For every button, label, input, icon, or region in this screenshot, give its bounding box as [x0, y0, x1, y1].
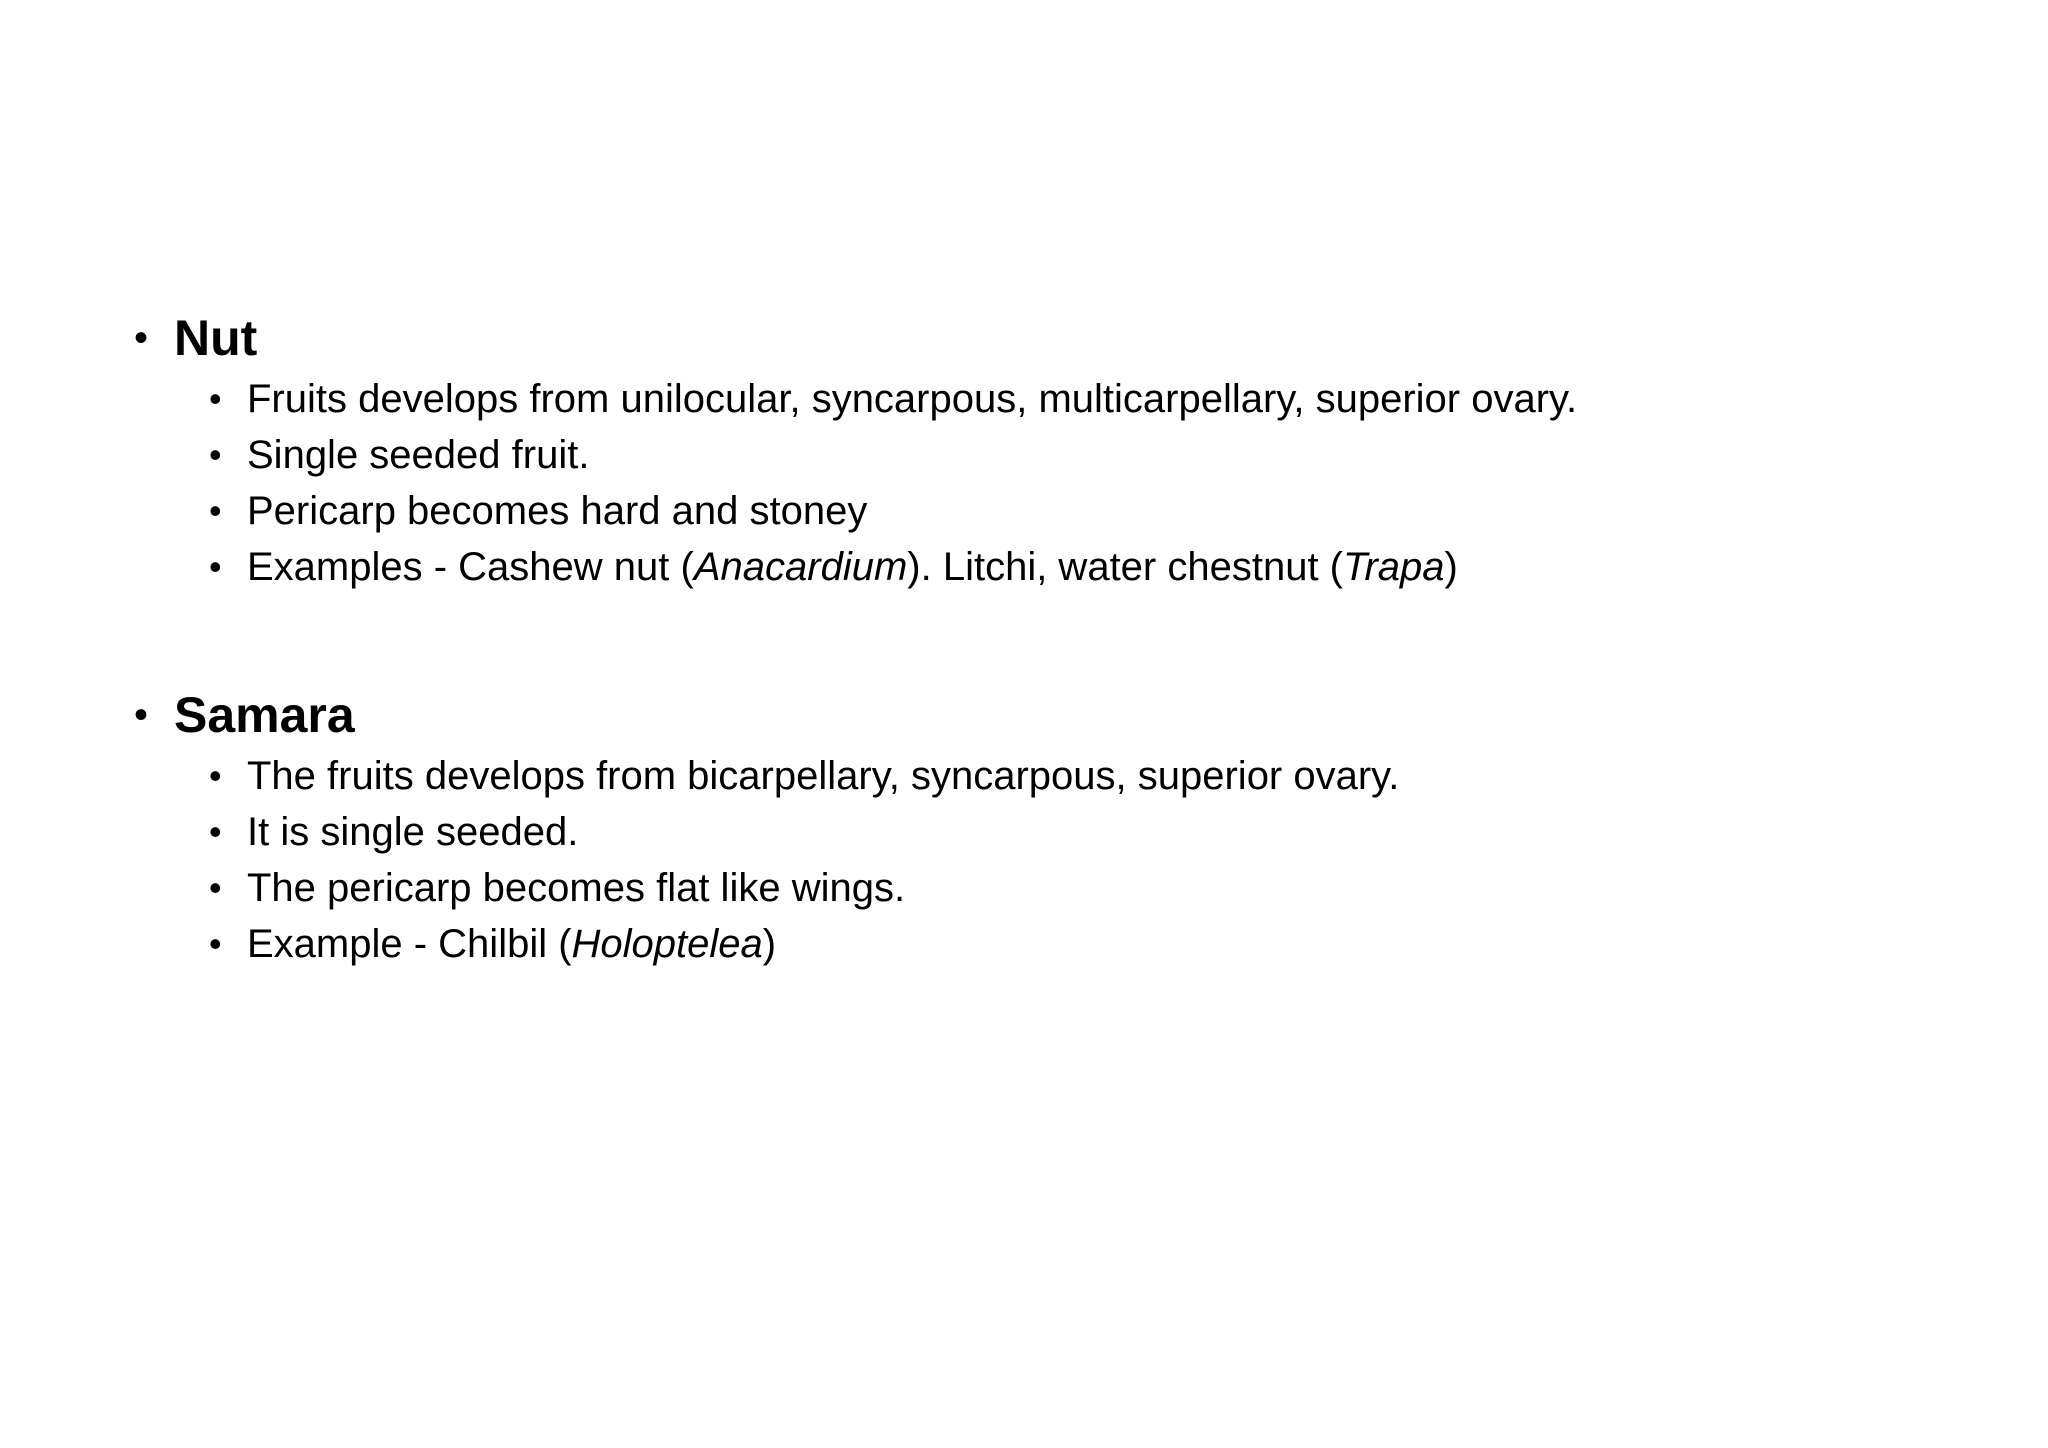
section-nut [134, 305, 1577, 595]
heading-row-nut [134, 305, 1577, 371]
item-text-part: Example - Chilbil ( [247, 922, 572, 966]
item-text-part: ) [762, 922, 777, 966]
scientific-name: Anacardium [693, 545, 908, 589]
list-item [134, 804, 1399, 860]
bullet-icon: • [209, 923, 222, 964]
bullet-icon: • [209, 811, 222, 852]
list-item [134, 371, 1577, 427]
item-text-part: Examples - Cashew nut ( [247, 545, 694, 589]
item-text [247, 547, 1458, 587]
item-text-part: ) [1444, 545, 1458, 589]
item-text-part: ). Litchi, water chestnut ( [907, 545, 1344, 589]
list-item [134, 916, 1399, 972]
bullet-icon: • [209, 434, 222, 475]
item-text [247, 924, 776, 964]
list-item [134, 539, 1577, 595]
list-item [134, 748, 1399, 804]
item-text: Fruits develops from unilocular, syncarpous, multicarpellary, superior ovary. [247, 377, 1578, 421]
list-item [134, 483, 1577, 539]
bullet-icon: • [209, 755, 222, 796]
bullet-icon: • [209, 490, 222, 531]
item-text: It is single seeded. [247, 810, 579, 854]
bullet-list-samara [134, 748, 1399, 972]
item-text: The fruits develops from bicarpellary, syncarpous, superior ovary. [247, 754, 1400, 798]
bullet-list-nut [134, 371, 1577, 595]
list-item [134, 427, 1577, 483]
item-text: Single seeded fruit. [247, 433, 590, 477]
list-item [134, 860, 1399, 916]
heading-nut: Nut [174, 310, 258, 366]
bullet-icon: • [209, 546, 222, 587]
bullet-icon: • [134, 693, 149, 737]
heading-samara: Samara [174, 687, 355, 743]
scientific-name: Trapa [1343, 545, 1445, 589]
section-samara [134, 682, 1399, 972]
heading-row-samara [134, 682, 1399, 748]
bullet-icon: • [134, 316, 149, 360]
item-text: Pericarp becomes hard and stoney [247, 489, 868, 533]
item-text: The pericarp becomes flat like wings. [247, 866, 906, 910]
scientific-name: Holoptelea [571, 922, 763, 966]
bullet-icon: • [209, 867, 222, 908]
bullet-icon: • [209, 378, 222, 419]
